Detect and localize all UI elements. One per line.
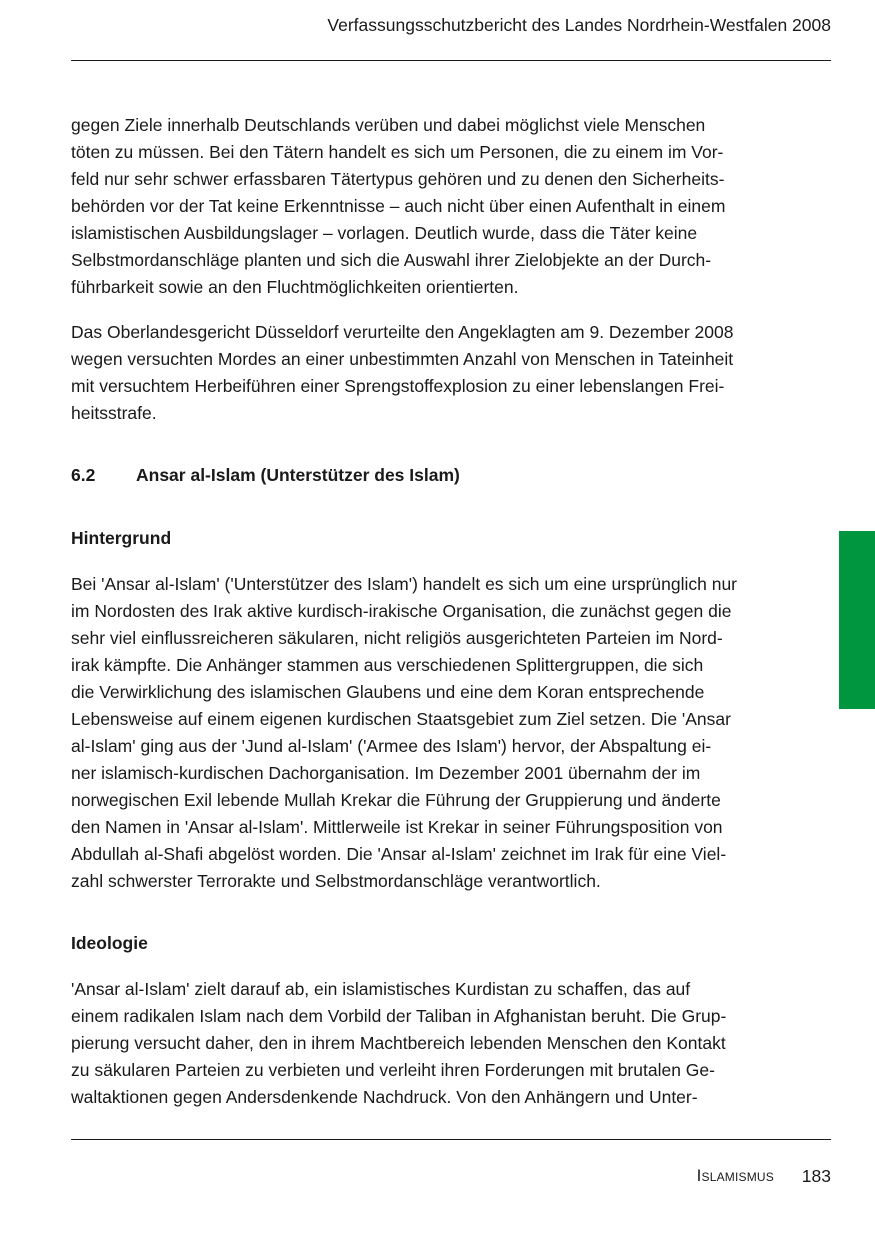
text-line: feld nur sehr schwer erfassbaren Tätertypus gehören und zu denen den Sicherheits- [71, 169, 725, 189]
text-line: 'Ansar al-Islam' zielt darauf ab, ein islamistisches Kurdistan zu schaffen, das auf [71, 979, 691, 999]
text-line: islamistischen Ausbildungslager – vorlagen. Deutlich wurde, dass die Täter keine [71, 223, 698, 243]
text-line: im Nordosten des Irak aktive kurdisch-irakische Organisation, die zunächst gegen die [71, 601, 732, 621]
text-line: zahl schwerster Terrorakte und Selbstmordanschläge verantwortlich. [71, 871, 601, 891]
text-line: behörden vor der Tat keine Erkenntnisse – auch nicht über einen Aufenthalt in einem [71, 196, 726, 216]
text-line: al-Islam' ging aus der 'Jund al-Islam' ('Armee des Islam') hervor, der Abspaltung ei- [71, 736, 712, 756]
text-line: heitsstrafe. [71, 403, 157, 423]
text-line: Selbstmordanschläge planten und sich die Auswahl ihrer Zielobjekte an der Durch- [71, 250, 712, 270]
chapter-side-tab [839, 531, 875, 709]
footer-divider [71, 1139, 831, 1140]
text-line: gegen Ziele innerhalb Deutschlands verüben und dabei möglichst viele Menschen [71, 115, 706, 135]
subheading-background: Hintergrund [71, 528, 172, 548]
text-line: sehr viel einflussreicheren säkularen, nicht religiös ausgerichteten Parteien im Nord- [71, 628, 723, 648]
text-line: Abdullah al-Shafi abgelöst worden. Die 'Ansar al-Islam' zeichnet im Irak für eine Viel- [71, 844, 727, 864]
text-line: waltaktionen gegen Andersdenkende Nachdruck. Von den Anhängern und Unter- [71, 1087, 698, 1107]
text-line: mit versuchtem Herbeiführen einer Sprengstoffexplosion zu einer lebenslangen Frei- [71, 376, 725, 396]
text-line: die Verwirklichung des islamischen Glaubens und eine dem Koran entsprechende [71, 682, 705, 702]
running-header-title: Verfassungsschutzbericht des Landes Nordrhein-Westfalen 2008 [327, 15, 831, 35]
subheading-ideology: Ideologie [71, 933, 148, 953]
text-line: norwegischen Exil lebende Mullah Krekar die Führung der Gruppierung und änderte [71, 790, 721, 810]
text-line: zu säkularen Parteien zu verbieten und verleiht ihren Forderungen mit brutalen Ge- [71, 1060, 715, 1080]
text-line: führbarkeit sowie an den Fluchtmöglichkeiten orientierten. [71, 277, 519, 297]
footer-section-label: Islamismus [696, 1166, 774, 1185]
page-number: 183 [801, 1166, 831, 1186]
section-number: 6.2 [71, 465, 96, 485]
text-line: den Namen in 'Ansar al-Islam'. Mittlerweile ist Krekar in seiner Führungsposition von [71, 817, 723, 837]
text-line: Bei 'Ansar al-Islam' ('Unterstützer des Islam') handelt es sich um eine ursprünglich nur [71, 574, 737, 594]
text-line: einem radikalen Islam nach dem Vorbild der Taliban in Afghanistan beruht. Die Grup- [71, 1006, 727, 1026]
text-line: wegen versuchten Mordes an einer unbestimmten Anzahl von Menschen in Tateinheit [71, 349, 734, 369]
text-line: Lebensweise auf einem eigenen kurdischen Staatsgebiet zum Ziel setzen. Die 'Ansar [71, 709, 731, 729]
header-divider [71, 60, 831, 61]
section-title: Ansar al-Islam (Unterstützer des Islam) [136, 465, 460, 485]
text-line: töten zu müssen. Bei den Tätern handelt es sich um Personen, die zu einem im Vor- [71, 142, 724, 162]
text-line: Das Oberlandesgericht Düsseldorf verurteilte den Angeklagten am 9. Dezember 2008 [71, 322, 734, 342]
text-line: irak kämpfte. Die Anhänger stammen aus verschiedenen Splittergruppen, die sich [71, 655, 704, 675]
text-line: pierung versucht daher, den in ihrem Machtbereich lebenden Menschen den Kontakt [71, 1033, 726, 1053]
text-line: ner islamisch-kurdischen Dachorganisation. Im Dezember 2001 übernahm der im [71, 763, 701, 783]
